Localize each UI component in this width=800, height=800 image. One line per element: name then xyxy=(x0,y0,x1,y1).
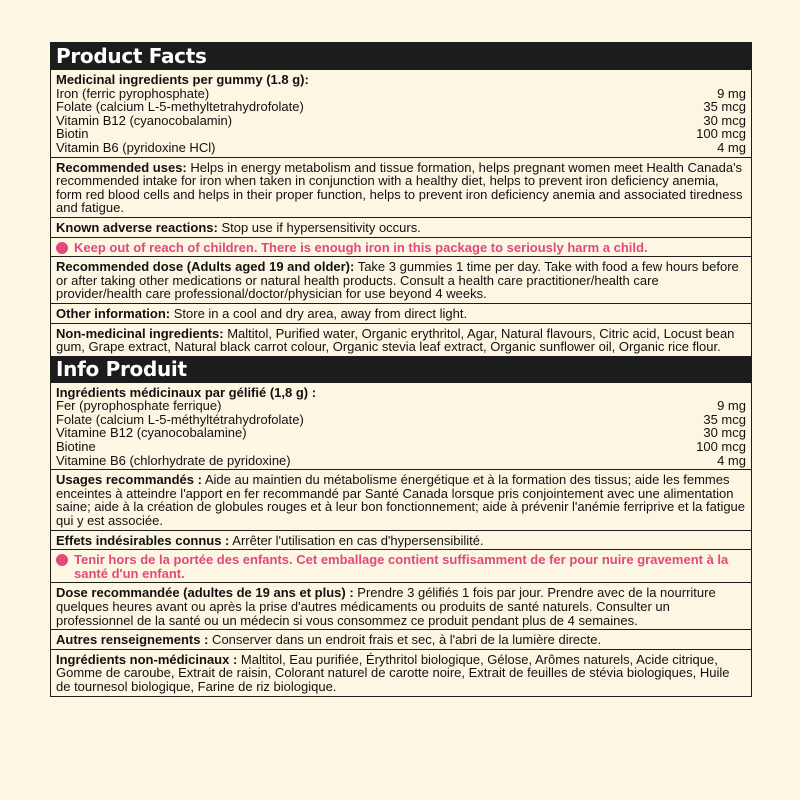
ingredient-row xyxy=(56,87,746,101)
other-information-fr xyxy=(51,630,751,650)
other-label-en: Other information: xyxy=(56,305,171,321)
ingredient-amount: 35 mcg xyxy=(703,99,746,115)
warning-dot-icon xyxy=(56,242,68,254)
nonmed-text-en: Maltitol, Purified water, Organic erythritol, Agar, Natural flavours, Citric acid, Locust bean gum, Grape extract, Natural black carrot colour, Organic stevia leaf extract, Organic sunflower oil, Organic rice flour. xyxy=(56,325,735,355)
other-information-en xyxy=(51,304,751,324)
ingredient-row xyxy=(56,114,746,128)
nonmed-label-fr: Ingrédients non-médicinaux : xyxy=(56,651,238,667)
adverse-text-fr: Arrêter l'utilisation en cas d'hypersensibilité. xyxy=(229,532,484,548)
medicinal-heading-fr: Ingrédients médicinaux par gélifié (1,8 g) : xyxy=(56,384,317,400)
recommended-dose-en xyxy=(51,257,751,304)
warning-text-en: Keep out of reach of children. There is enough iron in this package to seriously harm a child. xyxy=(74,239,648,255)
section-title-en: Product Facts xyxy=(51,43,751,70)
ingredient-name: Vitamine B6 (chlorhydrate de pyridoxine) xyxy=(56,452,291,468)
ingredient-name: Folate (calcium L-5-méthyltétrahydrofolate) xyxy=(56,411,304,427)
ingredient-amount: 30 mcg xyxy=(703,425,746,441)
uses-text-fr: Aide au maintien du métabolisme énergétique et à la formation des tissus; aide les femmes enceintes à atteindre l'apport en fer recommandé par Santé Canada lorsque pris conjointement avec une alimentation saine; aide à la création de globules rouges et à leur bon fonctionnement; aide à prévenir l'anémie ferriprive et la fatigue qui y est associée. xyxy=(56,472,746,529)
section-title-fr: Info Produit xyxy=(51,356,751,383)
uses-label-en: Recommended uses: xyxy=(56,159,187,175)
non-medicinal-ingredients-fr xyxy=(51,650,751,696)
ingredient-name: Biotine xyxy=(56,439,96,455)
recommended-dose-fr xyxy=(51,583,751,630)
nonmed-text-fr: Maltitol, Eau purifiée, Érythritol biologique, Gélose, Arômes naturels, Acide citrique, Gomme de caroube, Extrait de raisin, Colorant naturel de carotte noire, Extrait de feuilles de stévia biologiques, Huile de tournesol biologique, Farine de riz biologique. xyxy=(56,651,730,694)
ingredient-name: Fer (pyrophosphate ferrique) xyxy=(56,398,222,414)
dose-text-fr: Prendre 3 gélifiés 1 fois par jour. Prendre avec de la nourriture quelques heures avant ou après la prise d'autres médicaments ou produits de santé naturels. Consulter un professionnel de la santé ou un médecin si vous consommez ce produit pendant plus de 4 semaines. xyxy=(56,585,716,628)
product-facts-panel xyxy=(50,42,752,697)
dose-text-en: Take 3 gummies 1 time per day. Take with food a few hours before or after taking other medications or natural health products. Consult a health care practitioner/health care provider/health care professional/doctor/physician for use beyond 4 weeks. xyxy=(56,259,739,302)
ingredient-row xyxy=(56,127,746,141)
ingredient-amount: 30 mcg xyxy=(703,112,746,128)
ingredient-amount: 35 mcg xyxy=(703,411,746,427)
ingredient-row xyxy=(56,426,746,440)
other-text-fr: Conserver dans un endroit frais et sec, à l'abri de la lumière directe. xyxy=(208,632,602,648)
recommended-uses-fr xyxy=(51,470,751,530)
adverse-reactions-fr xyxy=(51,531,751,551)
ingredient-row xyxy=(56,440,746,454)
adverse-text-en: Stop use if hypersensitivity occurs. xyxy=(217,219,421,235)
adverse-label-en: Known adverse reactions: xyxy=(56,219,218,235)
ingredient-amount: 4 mg xyxy=(717,452,746,468)
medicinal-heading-en: Medicinal ingredients per gummy (1.8 g): xyxy=(56,72,309,87)
other-label-fr: Autres renseignements : xyxy=(56,632,209,648)
nonmed-label-en: Non-medicinal ingredients: xyxy=(56,325,224,341)
warning-en xyxy=(56,241,746,255)
adverse-reactions-en xyxy=(51,218,751,238)
warning-fr xyxy=(56,553,746,580)
ingredient-name: Vitamin B6 (pyridoxine HCl) xyxy=(56,139,216,155)
ingredient-amount: 100 mcg xyxy=(696,126,746,142)
ingredient-row xyxy=(56,100,746,114)
medicinal-ingredients-en xyxy=(51,70,751,158)
ingredient-amount: 9 mg xyxy=(717,398,746,414)
uses-text-en: Helps in energy metabolism and tissue formation, helps pregnant women meet Health Canada's recommended intake for iron when taken in conjunction with a healthy diet, helps to prevent iron deficiency anemia, form red blood cells and helps in their proper function, helps to prevent iron deficiency anemia and associated tiredness and fatigue. xyxy=(56,159,743,216)
ingredient-row xyxy=(56,413,746,427)
ingredient-amount: 4 mg xyxy=(717,139,746,155)
adverse-label-fr: Effets indésirables connus : xyxy=(56,532,230,548)
ingredient-name: Vitamin B12 (cyanocobalamin) xyxy=(56,112,233,128)
ingredient-name: Folate (calcium L-5-methyltetrahydrofolate) xyxy=(56,99,304,115)
ingredient-name: Vitamine B12 (cyanocobalamine) xyxy=(56,425,247,441)
other-text-en: Store in a cool and dry area, away from direct light. xyxy=(170,305,468,321)
ingredient-name: Biotin xyxy=(56,126,89,142)
ingredient-name: Iron (ferric pyrophosphate) xyxy=(56,85,210,101)
warning-section-fr xyxy=(51,550,751,583)
ingredient-row xyxy=(56,454,746,468)
warning-dot-icon xyxy=(56,554,68,566)
ingredient-amount: 9 mg xyxy=(717,85,746,101)
dose-label-en: Recommended dose (Adults aged 19 and older): xyxy=(56,259,355,275)
non-medicinal-ingredients-en xyxy=(51,324,751,356)
ingredient-row xyxy=(56,399,746,413)
uses-label-fr: Usages recommandés : xyxy=(56,472,202,488)
ingredient-amount: 100 mcg xyxy=(696,439,746,455)
warning-section-en xyxy=(51,238,751,258)
warning-text-fr: Tenir hors de la portée des enfants. Cet emballage contient suffisamment de fer pour nuire gravement à la santé d'un enfant. xyxy=(74,552,729,581)
dose-label-fr: Dose recommandée (adultes de 19 ans et plus) : xyxy=(56,585,354,601)
recommended-uses-en xyxy=(51,158,751,218)
ingredient-row xyxy=(56,141,746,155)
medicinal-ingredients-fr xyxy=(51,383,751,471)
